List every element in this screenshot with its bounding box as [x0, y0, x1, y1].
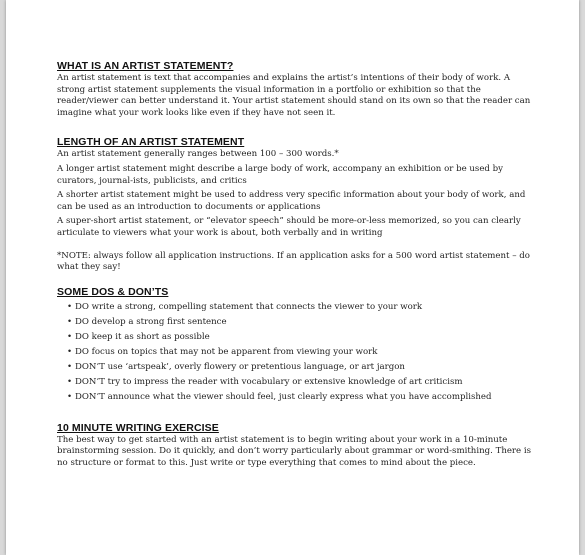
section-paragraph: An artist statement generally ranges between 100 – 300 words.*: [57, 149, 339, 160]
bullet-icon: •: [67, 301, 73, 312]
section-heading-what-is: WHAT IS AN ARTIST STATEMENT?: [57, 60, 234, 72]
list-item: • DON’T try to impress the reader with vocabulary or extensive knowledge of art criticism: [67, 375, 535, 390]
section-heading-length: LENGTH OF AN ARTIST STATEMENT: [57, 136, 245, 149]
bullet-icon: •: [67, 391, 73, 402]
list-item: • DON’T use ‘artspeak’, overly flowery or pretentious language, or art jargon: [67, 360, 535, 375]
dos-donts-list: [57, 300, 535, 405]
list-item: • DO keep it as short as possible: [67, 330, 535, 345]
bullet-icon: •: [67, 316, 73, 327]
section-paragraph: The best way to get started with an artist statement is to begin writing about your work in a 10-minute brainstorming session. Do it quickly, and don’t worry particularly about grammar or word-smithing. There is no structure or format to this. Just write or type everything that comes to mind about the piece.: [57, 434, 532, 468]
list-item: • DON’T announce what the viewer should feel, just clearly express what you have accomplished: [67, 390, 535, 405]
document-page: [6, 0, 579, 555]
document-content: [57, 59, 535, 470]
section-heading-dos-donts: SOME DOS & DON’TS: [57, 285, 169, 298]
bullet-icon: •: [67, 346, 73, 357]
section-paragraph: A shorter artist statement might be used to address very specific information about your body of work, and can be used as an introduction to documents or applications: [57, 190, 526, 212]
application-note: *NOTE: always follow all application instructions. If an application asks for a 500 word artist statement – do what they say!: [57, 250, 530, 273]
list-item: • DO develop a strong first sentence: [67, 315, 535, 330]
section-paragraph: A super-short artist statement, or “elevator speech” should be more-or-less memorized, so you can clearly articulate to viewers what your work is about, both verbally and in writing: [57, 216, 521, 238]
section-paragraph: A longer artist statement might describe a large body of work, accompany an exhibition or be used by curators, journal-ists, publicists, and critics: [57, 163, 504, 186]
bullet-icon: •: [67, 331, 73, 342]
section-heading-writing-exercise: 10 MINUTE WRITING EXERCISE: [57, 421, 219, 434]
list-item: • DO focus on topics that may not be apparent from viewing your work: [67, 345, 535, 360]
bullet-icon: •: [67, 361, 73, 372]
bullet-icon: •: [67, 376, 73, 387]
section-paragraph: An artist statement is text that accompanies and explains the artist’s intentions of their body of work. A strong artist statement supplements the visual information in a portfolio or exhibition so that the reader/viewer can better understand it. Your artist statement should stand on its own so that the reader can imagine what your work looks like even if they have not seen it.: [57, 73, 531, 118]
list-item: • DO write a strong, compelling statement that connects the viewer to your work: [67, 300, 535, 315]
